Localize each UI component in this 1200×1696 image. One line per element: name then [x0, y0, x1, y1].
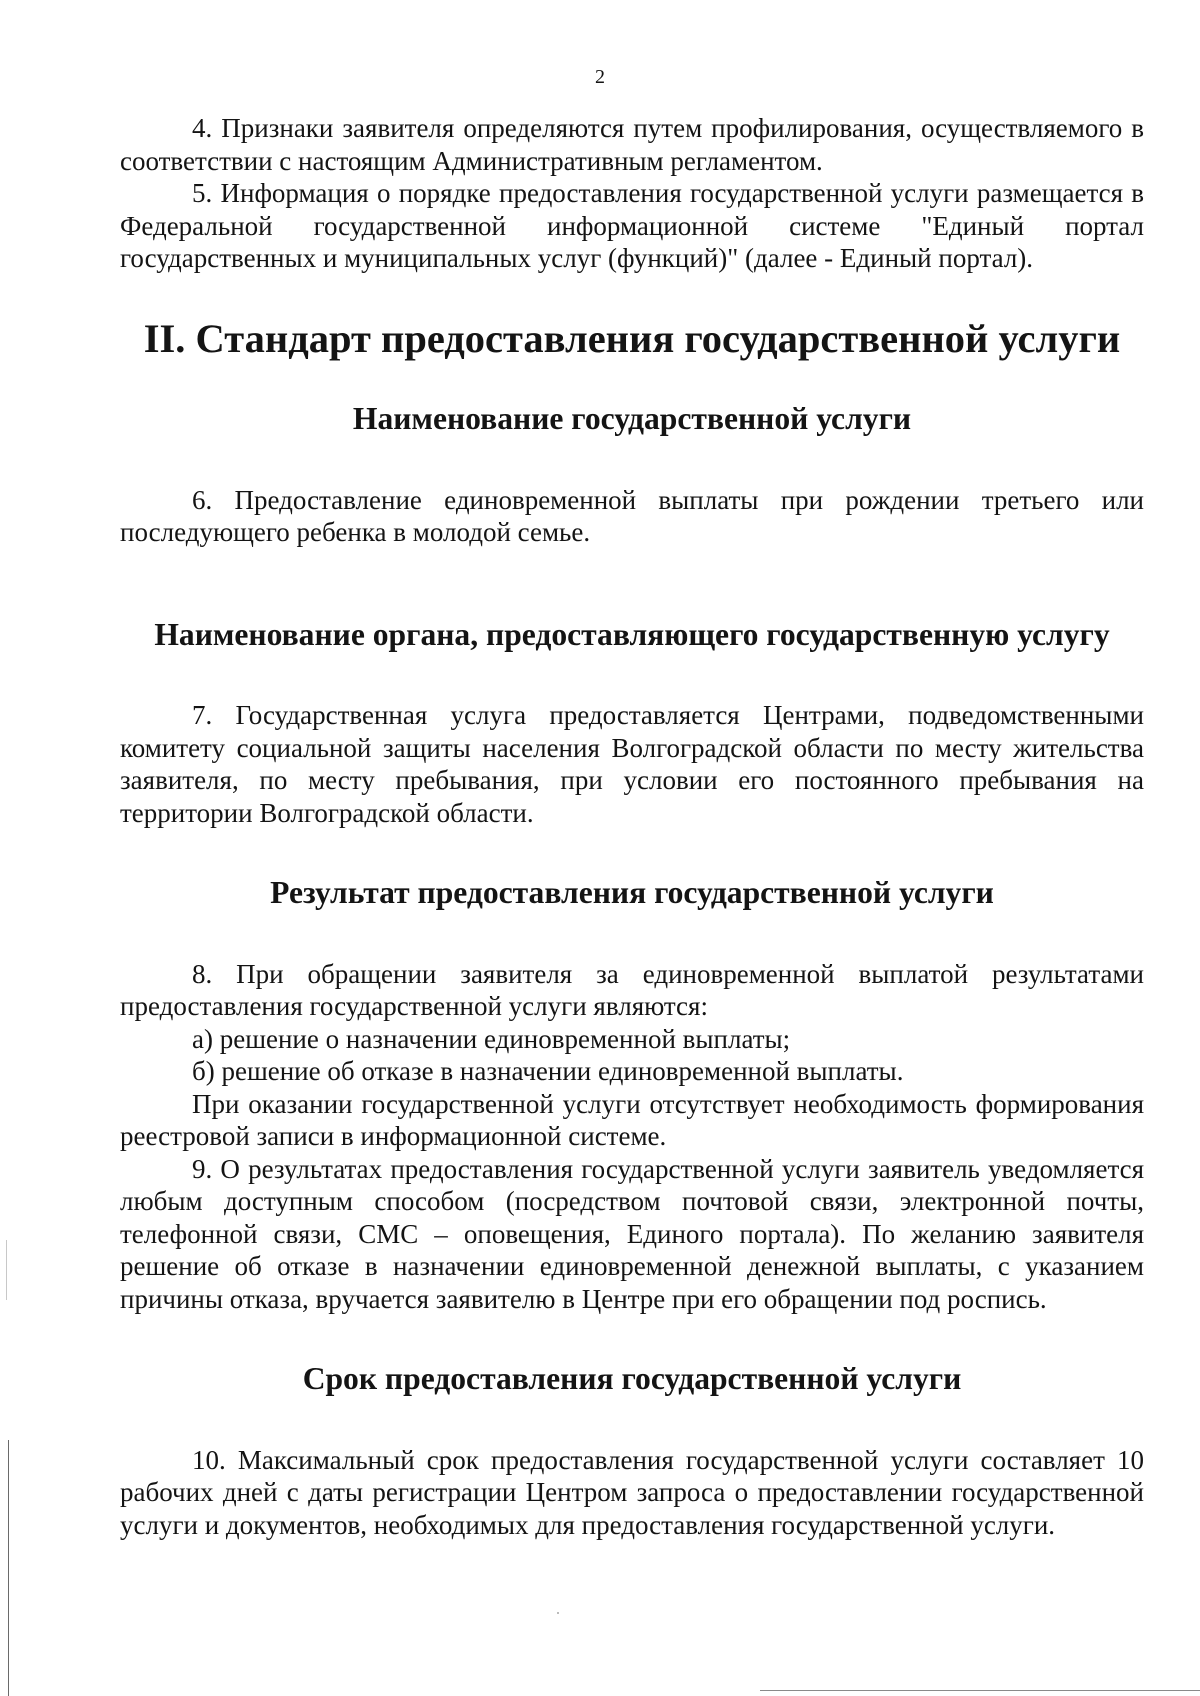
- spacer: [120, 1315, 1144, 1363]
- spacer: [120, 549, 1144, 619]
- scan-bottom-rule: [760, 1690, 1200, 1691]
- spacer: [120, 651, 1144, 699]
- subheading-authority: Наименование органа, предоставляющего государственную услугу: [154, 616, 1110, 652]
- spacer: [120, 436, 1144, 484]
- paragraph-4: 4. Признаки заявителя определяются путем профилирования, осуществляемого в соответствии с настоящим Административным регламентом.: [120, 113, 1144, 176]
- paragraph-6: 6. Предоставление единовременной выплаты при рождении третьего или последующего ребенка в молодой семье.: [120, 484, 1144, 547]
- paragraph-8: 8. При обращении заявителя за единовременной выплатой результатами предоставления государственной услуги являются:: [120, 958, 1144, 1021]
- paragraph-9: 9. О результатах предоставления государственной услуги заявитель уведомляется любым доступным способом (посредством почтовой связи, электронной почты, телефонной связи, СМС – оповещения, Единого портала). По желанию заявителя решение об отказе в назначении единовременной денежной выплаты, с указанием причины отказа, вручается заявителю в Центре при его обращении под роспись.: [120, 1153, 1144, 1314]
- page-number: 2: [595, 66, 605, 88]
- subheading-service-name: Наименование государственной услуги: [352, 401, 912, 436]
- scan-speck: [557, 1612, 559, 1614]
- subheading-result: Результат предоставления государственной услуги: [270, 875, 994, 910]
- paragraph-5: 5. Информация о порядке предоставления государственной услуги размещается в Федеральной государственной информационной системе "Единый портал государственных и муниципальных услуг (функций)" (далее - Единый портал).: [120, 178, 1144, 273]
- section-heading-standard: II. Стандарт предоставления государственной услуги: [143, 315, 1121, 361]
- scan-edge-line: [8, 1440, 9, 1696]
- spacer: [120, 1396, 1144, 1444]
- scan-edge-mark: [6, 1240, 7, 1300]
- subheading-term: Срок предоставления государственной услуги: [302, 1361, 962, 1396]
- paragraph-10: 10. Максимальный срок предоставления государственной услуги составляет 10 рабочих дней с даты регистрации Центром запроса о предоставлении государственной услуги и документов, необходимых для предоставления государственной услуги.: [120, 1444, 1144, 1540]
- paragraph-8a: а) решение о назначении единовременной выплаты;: [192, 1023, 791, 1054]
- spacer: [120, 355, 1144, 403]
- paragraph-7: 7. Государственная услуга предоставляется Центрами, подведомственными комитету социальной защиты населения Волгоградской области по месту жительства заявителя, по месту пребывания, при условии его постоянного пребывания на территории Волгоградской области.: [120, 700, 1144, 828]
- paragraph-8b: б) решение об отказе в назначении единовременной выплаты.: [192, 1056, 904, 1086]
- paragraph-8-note: При оказании государственной услуги отсутствует необходимость формирования реестровой записи в информационной системе.: [120, 1088, 1144, 1151]
- document-body: [120, 112, 1144, 1541]
- spacer: [120, 910, 1144, 958]
- spacer: [120, 829, 1144, 877]
